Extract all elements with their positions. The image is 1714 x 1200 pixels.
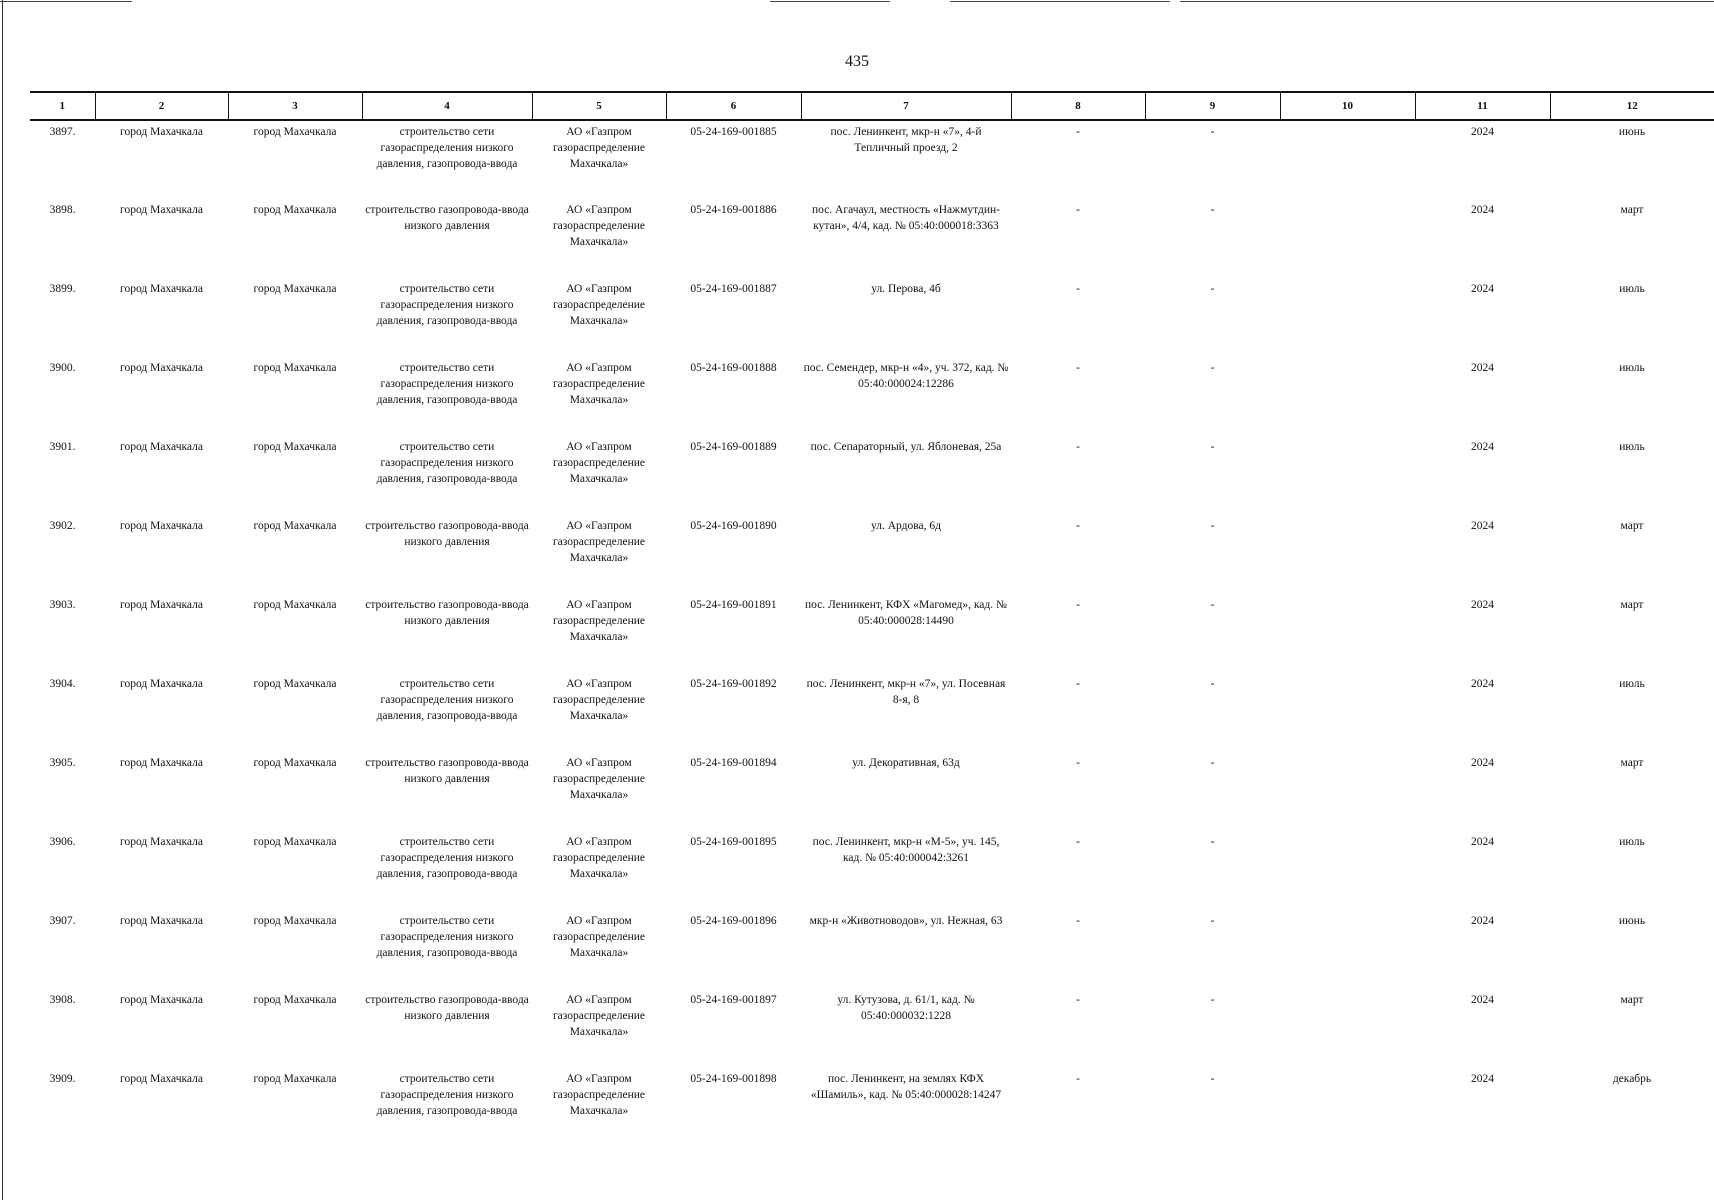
cell-code: 05-24-169-001894 [690,757,777,769]
cell-year: 2024 [1471,520,1494,532]
cell-address: пос. Ленинкент, на землях КФХ «Шамиль», кад. № 05:40:000028:14247 [810,1073,1002,1101]
cell-address: ул. Декоративная, 63д [852,757,960,769]
cell-col8: - [1076,204,1080,216]
cell-code: 05-24-169-001885 [690,126,777,138]
scan-edge-left [2,0,3,1200]
cell-month: июль [1619,283,1645,295]
cell-col10 [1280,515,1415,594]
cell-locality: город Махачкала [253,520,337,532]
cell-code: 05-24-169-001895 [690,836,777,848]
cell-work: строительство сети газораспределения низкого давления, газопровода-ввода [376,441,518,485]
cell-col10 [1280,594,1415,673]
cell-locality: город Махачкала [253,283,337,295]
cell-district: город Махачкала [120,362,203,374]
cell-code: 05-24-169-001892 [690,678,777,690]
table-row [30,673,1714,752]
cell-year: 2024 [1471,678,1494,690]
cell-locality: город Махачкала [253,915,337,927]
cell-col8: - [1076,520,1080,532]
cell-year: 2024 [1471,836,1494,848]
cell-number: 3897. [49,126,76,138]
column-header: 1 [30,92,95,120]
cell-year: 2024 [1471,362,1494,374]
cell-col8: - [1076,678,1080,690]
table-row [30,989,1714,1068]
cell-col10 [1280,910,1415,989]
cell-month: март [1620,757,1644,769]
cell-organization: АО «Газпром газораспределение Махачкала» [552,1073,646,1117]
cell-col9: - [1210,757,1215,769]
cell-work: строительство сети газораспределения низкого давления, газопровода-ввода [376,126,518,170]
cell-col8: - [1076,994,1080,1006]
cell-district: город Махачкала [120,283,203,295]
cell-year: 2024 [1471,441,1494,453]
cell-number: 3908. [49,994,76,1006]
cell-year: 2024 [1471,1073,1494,1085]
cell-work: строительство сети газораспределения низкого давления, газопровода-ввода [376,678,518,722]
cell-col9: - [1210,126,1215,138]
cell-locality: город Махачкала [253,204,337,216]
cell-number: 3903. [49,599,76,611]
cell-number: 3905. [49,757,76,769]
cell-col8: - [1076,126,1080,138]
cell-district: город Махачкала [120,1073,203,1085]
cell-col10 [1280,436,1415,515]
column-header: 9 [1145,92,1280,120]
cell-work: строительство газопровода-ввода низкого давления [365,994,529,1022]
cell-district: город Махачкала [120,204,203,216]
cell-organization: АО «Газпром газораспределение Махачкала» [552,520,646,564]
table-row [30,436,1714,515]
cell-number: 3907. [49,915,76,927]
cell-work: строительство сети газораспределения низкого давления, газопровода-ввода [376,283,518,327]
cell-col10 [1280,199,1415,278]
cell-year: 2024 [1471,126,1494,138]
cell-col8: - [1076,1073,1080,1085]
cell-code: 05-24-169-001887 [690,283,777,295]
cell-district: город Махачкала [120,994,203,1006]
table-row [30,752,1714,831]
cell-col9: - [1210,204,1215,216]
cell-month: июнь [1618,915,1646,927]
table-row [30,910,1714,989]
table-row [30,594,1714,673]
cell-code: 05-24-169-001886 [690,204,777,216]
cell-col10 [1280,831,1415,910]
cell-number: 3904. [49,678,76,690]
cell-work: строительство газопровода-ввода низкого давления [365,520,529,548]
scan-edge-top [770,1,890,2]
cell-locality: город Махачкала [253,441,337,453]
cell-organization: АО «Газпром газораспределение Махачкала» [552,757,646,801]
column-header: 2 [95,92,228,120]
cell-work: строительство сети газораспределения низкого давления, газопровода-ввода [376,915,518,959]
cell-organization: АО «Газпром газораспределение Махачкала» [552,283,646,327]
cell-col10 [1280,1068,1415,1147]
column-header: 12 [1550,92,1714,120]
cell-number: 3899. [49,283,76,295]
scan-edge-top [950,1,1170,2]
cell-col8: - [1076,362,1080,374]
cell-locality: город Махачкала [253,757,337,769]
cell-col10 [1280,673,1415,752]
cell-code: 05-24-169-001890 [690,520,777,532]
cell-work: строительство газопровода-ввода низкого давления [365,757,529,785]
cell-col8: - [1076,836,1080,848]
cell-locality: город Махачкала [253,836,337,848]
cell-organization: АО «Газпром газораспределение Махачкала» [552,678,646,722]
column-header: 11 [1415,92,1550,120]
cell-district: город Махачкала [120,126,203,138]
cell-col9: - [1210,994,1215,1006]
cell-number: 3901. [49,441,76,453]
cell-district: город Махачкала [120,757,203,769]
cell-month: июль [1619,441,1645,453]
cell-col10 [1280,752,1415,831]
cell-month: июль [1619,836,1645,848]
cell-address: пос. Сепараторный, ул. Яблоневая, 25а [810,441,1002,453]
cell-number: 3906. [49,836,76,848]
cell-locality: город Махачкала [253,994,337,1006]
cell-locality: город Махачкала [253,678,337,690]
cell-address: пос. Ленинкент, мкр-н «7», 4-й Тепличный проезд, 2 [830,126,982,154]
cell-locality: город Махачкала [253,599,337,611]
cell-district: город Махачкала [120,441,203,453]
cell-code: 05-24-169-001897 [690,994,777,1006]
cell-address: пос. Ленинкент, мкр-н «7», ул. Посевная 8-я, 8 [806,678,1006,706]
cell-col8: - [1076,915,1080,927]
table-row [30,357,1714,436]
page-number: 435 [845,53,869,70]
cell-month: июль [1619,678,1645,690]
cell-address: ул. Ардова, 6д [871,520,941,532]
cell-col9: - [1210,1073,1215,1085]
column-header: 3 [228,92,362,120]
cell-col8: - [1076,283,1080,295]
cell-work: строительство сети газораспределения низкого давления, газопровода-ввода [376,1073,518,1117]
cell-locality: город Махачкала [253,126,337,138]
table-row [30,515,1714,594]
cell-organization: АО «Газпром газораспределение Махачкала» [552,126,646,170]
table-row [30,199,1714,278]
column-header: 10 [1280,92,1415,120]
cell-address: пос. Ленинкент, мкр-н «М-5», уч. 145, кад. № 05:40:000042:3261 [812,836,1000,864]
cell-month: март [1620,599,1644,611]
cell-col9: - [1210,362,1215,374]
cell-year: 2024 [1471,283,1494,295]
cell-district: город Махачкала [120,599,203,611]
cell-district: город Махачкала [120,678,203,690]
cell-organization: АО «Газпром газораспределение Махачкала» [552,836,646,880]
cell-locality: город Махачкала [253,1073,337,1085]
cell-col8: - [1076,441,1080,453]
cell-work: строительство сети газораспределения низкого давления, газопровода-ввода [376,836,518,880]
cell-work: строительство сети газораспределения низкого давления, газопровода-ввода [376,362,518,406]
table-row [30,1068,1714,1147]
column-header: 6 [666,92,801,120]
cell-year: 2024 [1471,204,1494,216]
cell-district: город Махачкала [120,836,203,848]
cell-organization: АО «Газпром газораспределение Махачкала» [552,362,646,406]
cell-col9: - [1210,520,1215,532]
cell-col8: - [1076,599,1080,611]
cell-col9: - [1210,441,1215,453]
cell-number: 3902. [49,520,76,532]
cell-organization: АО «Газпром газораспределение Махачкала» [552,994,646,1038]
cell-work: строительство газопровода-ввода низкого давления [365,599,529,627]
cell-col9: - [1210,678,1215,690]
cell-address: пос. Агачаул, местность «Нажмутдин-кутан», 4/4, кад. № 05:40:000018:3363 [812,204,1000,232]
cell-year: 2024 [1471,757,1494,769]
cell-address: пос. Ленинкент, КФХ «Магомед», кад. № 05:40:000028:14490 [805,599,1007,627]
cell-col8: - [1076,757,1080,769]
cell-organization: АО «Газпром газораспределение Махачкала» [552,915,646,959]
cell-month: март [1620,520,1644,532]
cell-district: город Махачкала [120,520,203,532]
register-table [30,91,1714,1147]
cell-address: ул. Перова, 4б [871,283,941,295]
cell-col10 [1280,120,1415,199]
cell-col10 [1280,989,1415,1068]
cell-organization: АО «Газпром газораспределение Махачкала» [552,441,646,485]
cell-number: 3909. [49,1073,76,1085]
cell-col9: - [1210,599,1215,611]
cell-address: пос. Семендер, мкр-н «4», уч. 372, кад. № 05:40:000024:12286 [803,362,1009,390]
cell-col9: - [1210,836,1215,848]
cell-code: 05-24-169-001888 [690,362,777,374]
cell-district: город Махачкала [120,915,203,927]
cell-month: июнь [1618,126,1646,138]
cell-year: 2024 [1471,599,1494,611]
cell-address: мкр-н «Животноводов», ул. Нежная, 63 [809,915,1003,927]
cell-col9: - [1210,283,1215,295]
cell-col10 [1280,357,1415,436]
column-header: 7 [801,92,1011,120]
cell-number: 3900. [49,362,76,374]
cell-code: 05-24-169-001896 [690,915,777,927]
cell-col10 [1280,278,1415,357]
cell-work: строительство газопровода-ввода низкого давления [365,204,529,232]
cell-code: 05-24-169-001898 [690,1073,777,1085]
cell-address: ул. Кутузова, д. 61/1, кад. № 05:40:000032:1228 [837,994,975,1022]
cell-month: март [1620,204,1644,216]
scan-edge-top [1180,1,1714,2]
cell-locality: город Махачкала [253,362,337,374]
cell-month: март [1620,994,1644,1006]
column-header: 5 [532,92,666,120]
cell-number: 3898. [49,204,76,216]
cell-code: 05-24-169-001889 [690,441,777,453]
cell-year: 2024 [1471,915,1494,927]
table-row [30,278,1714,357]
cell-organization: АО «Газпром газораспределение Махачкала» [552,204,646,248]
cell-organization: АО «Газпром газораспределение Махачкала» [552,599,646,643]
column-header: 4 [362,92,532,120]
cell-col9: - [1210,915,1215,927]
scan-edge-top [0,1,132,2]
table-row [30,831,1714,910]
cell-month: декабрь [1612,1073,1652,1085]
cell-year: 2024 [1471,994,1494,1006]
cell-code: 05-24-169-001891 [690,599,777,611]
column-header: 8 [1011,92,1145,120]
table-row [30,120,1714,199]
cell-month: июль [1619,362,1645,374]
header-row [30,92,1714,120]
